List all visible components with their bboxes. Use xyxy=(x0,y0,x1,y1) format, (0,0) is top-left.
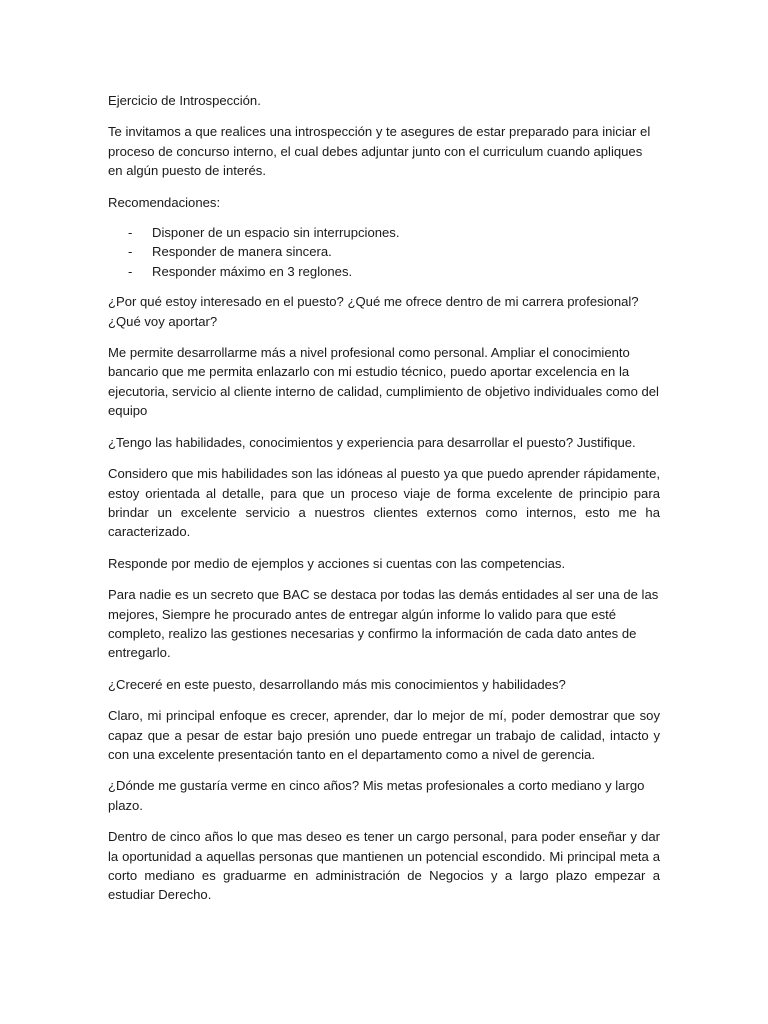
list-item xyxy=(108,223,660,242)
intro-paragraph: Te invitamos a que realices una introspección y te asegures de estar preparado para iniciar el proceso de concurso interno, el cual debes adjuntar junto con el curriculum cuando apliques en algún puesto de interés. xyxy=(108,124,651,179)
bullet-dash: - xyxy=(128,244,133,260)
list-item xyxy=(108,262,660,281)
question-4: ¿Creceré en este puesto, desarrollando más mis conocimientos y habilidades? xyxy=(108,676,566,692)
bullet-dash: - xyxy=(128,225,133,241)
question-1: ¿Por qué estoy interesado en el puesto? ¿Qué me ofrece dentro de mi carrera profesional? ¿Qué voy aportar? xyxy=(108,294,639,329)
answer-5: Dentro de cinco años lo que mas deseo es tener un cargo personal, para poder enseñar y dar la oportunidad a aquellas personas que mantienen un potencial escondido. Mi principal meta a corto mediano es graduarme en administración de Negocios y a largo plazo empezar a estudiar Derecho. xyxy=(108,829,660,903)
answer-2: Considero que mis habilidades son las idóneas al puesto ya que puedo aprender rápidamente, estoy orientada al detalle, para que un proceso viaje de forma excelente de principio para brindar un excelente servicio a nuestros clientes externos como internos, esto me ha caracterizado. xyxy=(108,466,660,540)
list-item-text: Responder máximo en 3 reglones. xyxy=(152,263,353,279)
recommendations-heading: Recomendaciones: xyxy=(108,194,221,210)
question-3: Responde por medio de ejemplos y acciones si cuentas con las competencias. xyxy=(108,555,566,571)
bullet-dash: - xyxy=(128,263,133,279)
list-item xyxy=(108,242,660,261)
question-2: ¿Tengo las habilidades, conocimientos y experiencia para desarrollar el puesto? Justifique. xyxy=(108,434,636,450)
document-title: Ejercicio de Introspección. xyxy=(108,93,261,108)
answer-1: Me permite desarrollarme más a nivel profesional como personal. Ampliar el conocimiento bancario que me permita enlazarlo con mi estudio técnico, puedo aportar excelencia en la ejecutoria, servicio al cliente interno de calidad, cumplimiento de objetivo individuales como del equipo xyxy=(108,345,659,419)
answer-3: Para nadie es un secreto que BAC se destaca por todas las demás entidades al ser una de las mejores, Siempre he procurado antes de entregar algún informe lo valido para que esté completo, realizo las gestiones necesarias y confirmo la información de cada dato antes de entregarlo. xyxy=(108,587,659,661)
answer-4: Claro, mi principal enfoque es crecer, aprender, dar lo mejor de mí, poder demostrar que soy capaz que a pesar de estar bajo presión uno puede entregar un trabajo de calidad, intacto y con una excelente presentación tanto en el departamento como a nivel de gerencia. xyxy=(108,708,660,762)
recommendations-list xyxy=(108,223,660,281)
document-page xyxy=(108,91,660,917)
list-item-text: Disponer de un espacio sin interrupciones. xyxy=(152,225,400,241)
question-5: ¿Dónde me gustaría verme en cinco años? Mis metas profesionales a corto mediano y largo plazo. xyxy=(108,778,645,813)
list-item-text: Responder de manera sincera. xyxy=(152,244,332,260)
